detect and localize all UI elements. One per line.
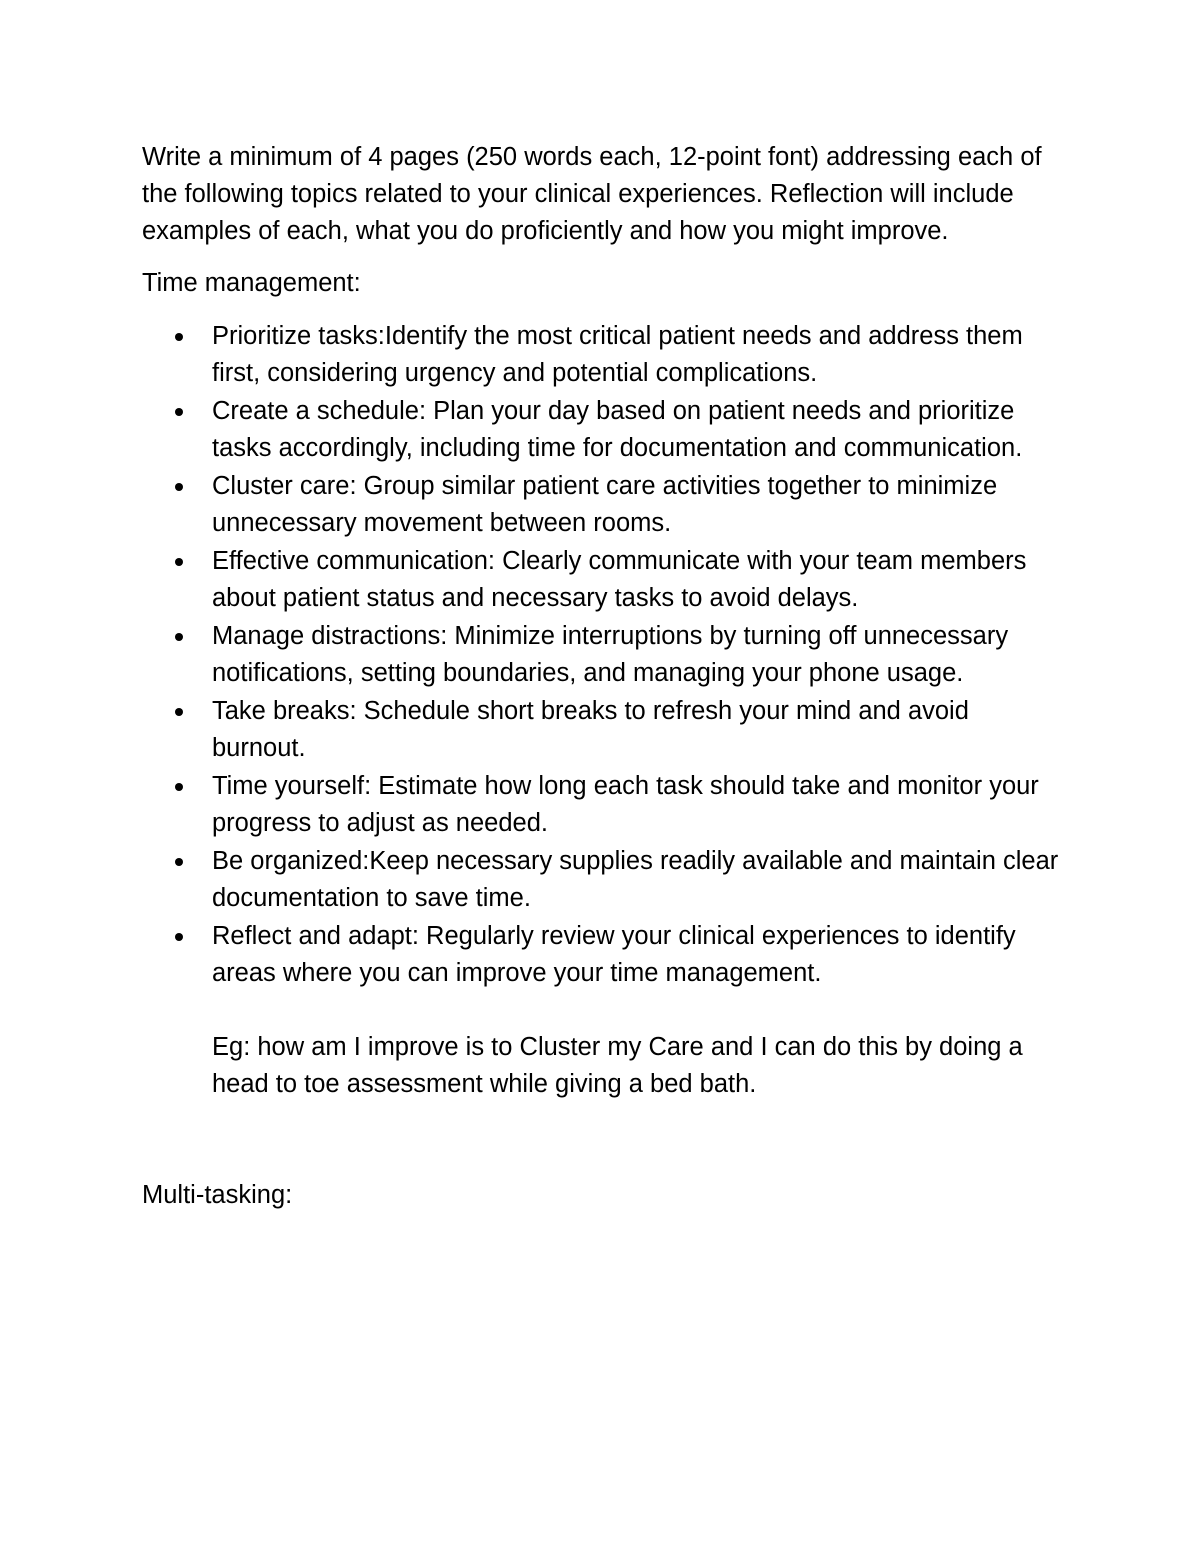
list-item-text: Cluster care: Group similar patient care activities together to minimize unnecessary movement between rooms. <box>212 472 998 537</box>
list-item <box>212 618 1062 692</box>
list-item-text: Take breaks: Schedule short breaks to refresh your mind and avoid burnout. <box>212 697 969 762</box>
list-item-text: Prioritize tasks:Identify the most critical patient needs and address them first, considering urgency and potential complications. <box>212 322 1023 387</box>
intro-paragraph: Write a minimum of 4 pages (250 words each, 12-point font) addressing each of the following topics related to your clinical experiences. Reflection will include examples of each, what you do proficiently and how you might improve. <box>142 143 1042 245</box>
multi-tasking-heading: Multi-tasking: <box>142 1181 293 1209</box>
bullet-icon <box>175 858 183 866</box>
list-item-text: Be organized:Keep necessary supplies readily available and maintain clear documentation to save time. <box>212 847 1059 912</box>
list-item-text: Create a schedule: Plan your day based on patient needs and prioritize tasks accordingly, including time for documentation and communication. <box>212 397 1023 462</box>
bullet-icon <box>175 633 183 641</box>
document-body <box>142 139 1062 1214</box>
bullet-icon <box>175 558 183 566</box>
list-item-text: Manage distractions: Minimize interruptions by turning off unnecessary notifications, setting boundaries, and managing your phone usage. <box>212 622 1009 687</box>
list-item-text: Time yourself: Estimate how long each task should take and monitor your progress to adjust as needed. <box>212 772 1039 837</box>
bullet-icon <box>175 783 183 791</box>
bullet-icon <box>175 483 183 491</box>
time-management-heading: Time management: <box>142 269 361 297</box>
list-item <box>212 543 1062 617</box>
bullet-icon <box>175 333 183 341</box>
list-item <box>212 693 1062 767</box>
list-item <box>212 318 1062 392</box>
time-management-list <box>142 318 1062 992</box>
list-item <box>212 768 1062 842</box>
list-item <box>212 468 1062 542</box>
bullet-icon <box>175 408 183 416</box>
example-paragraph: Eg: how am I improve is to Cluster my Care and I can do this by doing a head to toe assessment while giving a bed bath. <box>212 1033 1023 1098</box>
list-item-text: Effective communication: Clearly communicate with your team members about patient status and necessary tasks to avoid delays. <box>212 547 1027 612</box>
list-item <box>212 393 1062 467</box>
bullet-icon <box>175 708 183 716</box>
list-item-text: Reflect and adapt: Regularly review your clinical experiences to identify areas where you can improve your time management. <box>212 922 1016 987</box>
list-item <box>212 843 1062 917</box>
list-item <box>212 918 1062 992</box>
bullet-icon <box>175 933 183 941</box>
